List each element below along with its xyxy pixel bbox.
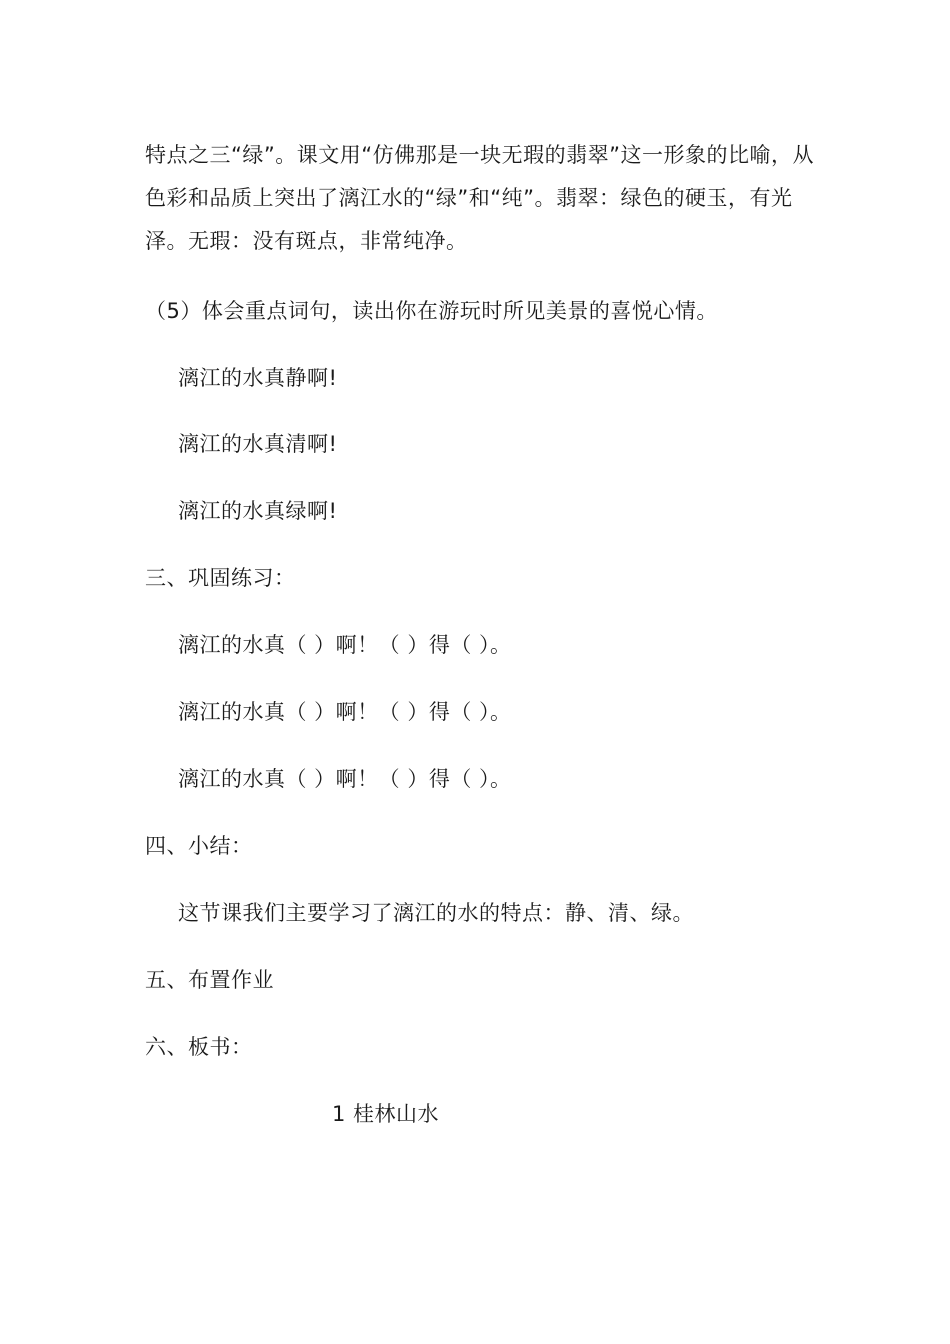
exclaim-green: 漓江的水真绿啊! — [178, 499, 338, 523]
section-heading-board: 六、板书： — [145, 1035, 253, 1059]
item-5-text: （5）体会重点词句，读出你在游玩时所见美景的喜悦心情。 — [145, 299, 718, 323]
paragraph-green-feature: 特点之三“绿”。课文用“仿佛那是一块无瑕的翡翠”这一形象的比喻，从色彩和品质上突出了漓江水的“绿”和“纯”。翡翠：绿色的硬玉，有光泽。无瑕：没有斑点，非常纯净。 — [145, 143, 815, 253]
section-heading-homework: 五、布置作业 — [145, 968, 274, 992]
exercise-line-1: 漓江的水真（ ）啊！（ ）得（ ）。 — [178, 633, 512, 657]
exclaim-clear: 漓江的水真清啊! — [178, 432, 338, 456]
exercise-line-2: 漓江的水真（ ）啊！（ ）得（ ）。 — [178, 700, 512, 724]
board-title: 1 桂林山水 — [332, 1102, 440, 1126]
section-heading-summary: 四、小结： — [145, 834, 253, 858]
summary-text: 这节课我们主要学习了漓江的水的特点：静、清、绿。 — [178, 901, 694, 925]
exclaim-quiet: 漓江的水真静啊! — [178, 366, 338, 390]
section-heading-practice: 三、巩固练习： — [145, 566, 296, 590]
exercise-line-3: 漓江的水真（ ）啊！（ ）得（ ）。 — [178, 767, 512, 791]
